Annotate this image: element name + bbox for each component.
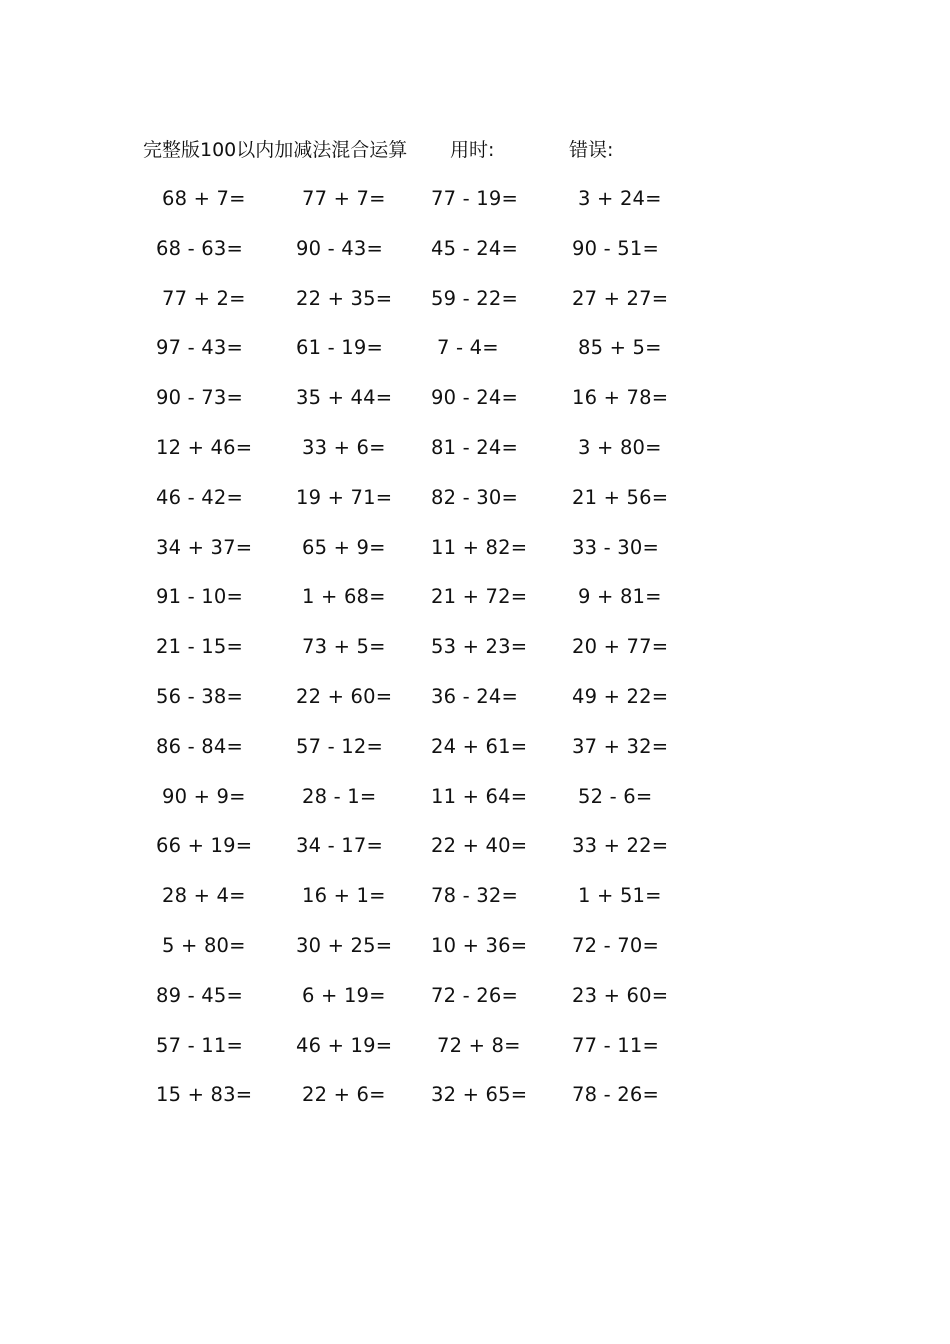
- math-problem: 37 + 32=: [572, 734, 669, 758]
- math-problem: 5 + 80=: [162, 933, 246, 957]
- math-problem: 56 - 38=: [156, 684, 243, 708]
- problem-row: [0, 831, 950, 881]
- problem-row: [0, 234, 950, 284]
- math-problem: 82 - 30=: [431, 485, 518, 509]
- math-problem: 36 - 24=: [431, 684, 518, 708]
- math-problem: 3 + 24=: [578, 187, 662, 210]
- math-problem: 12 + 46=: [156, 435, 253, 459]
- problem-row: [0, 433, 950, 483]
- math-problem: 27 + 27=: [572, 286, 669, 310]
- math-problem: 90 - 24=: [431, 386, 518, 410]
- math-problem: 68 - 63=: [156, 236, 243, 260]
- math-problem: 57 - 11=: [156, 1033, 243, 1057]
- math-problem: 24 + 61=: [431, 734, 528, 758]
- math-problem: 3 + 80=: [578, 435, 662, 459]
- math-problem: 90 - 73=: [156, 386, 243, 410]
- math-problem: 90 - 51=: [572, 236, 659, 260]
- math-problem: 33 + 22=: [572, 834, 669, 858]
- math-problem: 22 + 60=: [296, 684, 393, 708]
- problem-row: [0, 284, 950, 334]
- math-problem: 61 - 19=: [296, 336, 383, 360]
- math-problem: 46 - 42=: [156, 485, 243, 509]
- problem-row: [0, 931, 950, 981]
- problem-row: [0, 184, 950, 234]
- math-problem: 97 - 43=: [156, 336, 243, 360]
- problem-row: [0, 732, 950, 782]
- problem-row: [0, 881, 950, 931]
- math-problem: 72 + 8=: [437, 1033, 521, 1057]
- math-problem: 57 - 12=: [296, 734, 383, 758]
- problem-grid: [0, 184, 950, 1130]
- problem-row: [0, 1031, 950, 1081]
- math-problem: 22 + 40=: [431, 834, 528, 858]
- math-problem: 11 + 82=: [431, 535, 528, 559]
- math-problem: 23 + 60=: [572, 983, 669, 1007]
- math-problem: 46 + 19=: [296, 1033, 393, 1057]
- math-problem: 89 - 45=: [156, 983, 243, 1007]
- math-problem: 73 + 5=: [302, 635, 386, 659]
- problem-row: [0, 582, 950, 632]
- problem-row: [0, 1080, 950, 1130]
- math-problem: 6 + 19=: [302, 983, 386, 1007]
- problem-row: [0, 782, 950, 832]
- math-problem: 21 + 56=: [572, 485, 669, 509]
- math-problem: 15 + 83=: [156, 1083, 253, 1107]
- math-problem: 10 + 36=: [431, 933, 528, 957]
- math-problem: 16 + 78=: [572, 386, 669, 410]
- math-problem: 77 + 2=: [162, 286, 246, 310]
- math-problem: 45 - 24=: [431, 236, 518, 260]
- math-problem: 1 + 68=: [302, 585, 386, 609]
- math-problem: 21 + 72=: [431, 585, 528, 609]
- math-problem: 28 + 4=: [162, 884, 246, 908]
- math-problem: 72 - 70=: [572, 933, 659, 957]
- math-problem: 20 + 77=: [572, 635, 669, 659]
- math-problem: 11 + 64=: [431, 784, 528, 808]
- math-problem: 21 - 15=: [156, 635, 243, 659]
- math-problem: 49 + 22=: [572, 684, 669, 708]
- math-problem: 65 + 9=: [302, 535, 386, 559]
- problem-row: [0, 333, 950, 383]
- math-problem: 7 - 4=: [437, 336, 499, 360]
- problem-row: [0, 383, 950, 433]
- math-problem: 32 + 65=: [431, 1083, 528, 1107]
- math-problem: 19 + 71=: [296, 485, 393, 509]
- math-problem: 52 - 6=: [578, 784, 653, 808]
- math-problem: 68 + 7=: [162, 187, 246, 210]
- problem-row: [0, 483, 950, 533]
- problem-row: [0, 533, 950, 583]
- math-problem: 16 + 1=: [302, 884, 386, 908]
- math-problem: 66 + 19=: [156, 834, 253, 858]
- problem-row: [0, 632, 950, 682]
- math-problem: 77 + 7=: [302, 187, 386, 210]
- worksheet-title: 完整版100以内加减法混合运算: [143, 139, 408, 161]
- math-problem: 34 - 17=: [296, 834, 383, 858]
- math-problem: 33 - 30=: [572, 535, 659, 559]
- math-problem: 1 + 51=: [578, 884, 662, 908]
- math-problem: 86 - 84=: [156, 734, 243, 758]
- problem-row: [0, 682, 950, 732]
- math-problem: 28 - 1=: [302, 784, 377, 808]
- math-problem: 81 - 24=: [431, 435, 518, 459]
- math-problem: 77 - 11=: [572, 1033, 659, 1057]
- math-problem: 53 + 23=: [431, 635, 528, 659]
- math-problem: 77 - 19=: [431, 187, 518, 210]
- math-problem: 90 - 43=: [296, 236, 383, 260]
- math-problem: 34 + 37=: [156, 535, 253, 559]
- math-problem: 22 + 6=: [302, 1083, 386, 1107]
- math-problem: 72 - 26=: [431, 983, 518, 1007]
- math-problem: 85 + 5=: [578, 336, 662, 360]
- time-used-label: 用时:: [450, 139, 495, 161]
- math-problem: 30 + 25=: [296, 933, 393, 957]
- math-problem: 78 - 32=: [431, 884, 518, 908]
- problem-row: [0, 981, 950, 1031]
- math-problem: 33 + 6=: [302, 435, 386, 459]
- math-problem: 59 - 22=: [431, 286, 518, 310]
- math-problem: 22 + 35=: [296, 286, 393, 310]
- math-problem: 90 + 9=: [162, 784, 246, 808]
- math-problem: 78 - 26=: [572, 1083, 659, 1107]
- math-problem: 9 + 81=: [578, 585, 662, 609]
- errors-label: 错误:: [569, 139, 614, 161]
- math-problem: 35 + 44=: [296, 386, 393, 410]
- math-problem: 91 - 10=: [156, 585, 243, 609]
